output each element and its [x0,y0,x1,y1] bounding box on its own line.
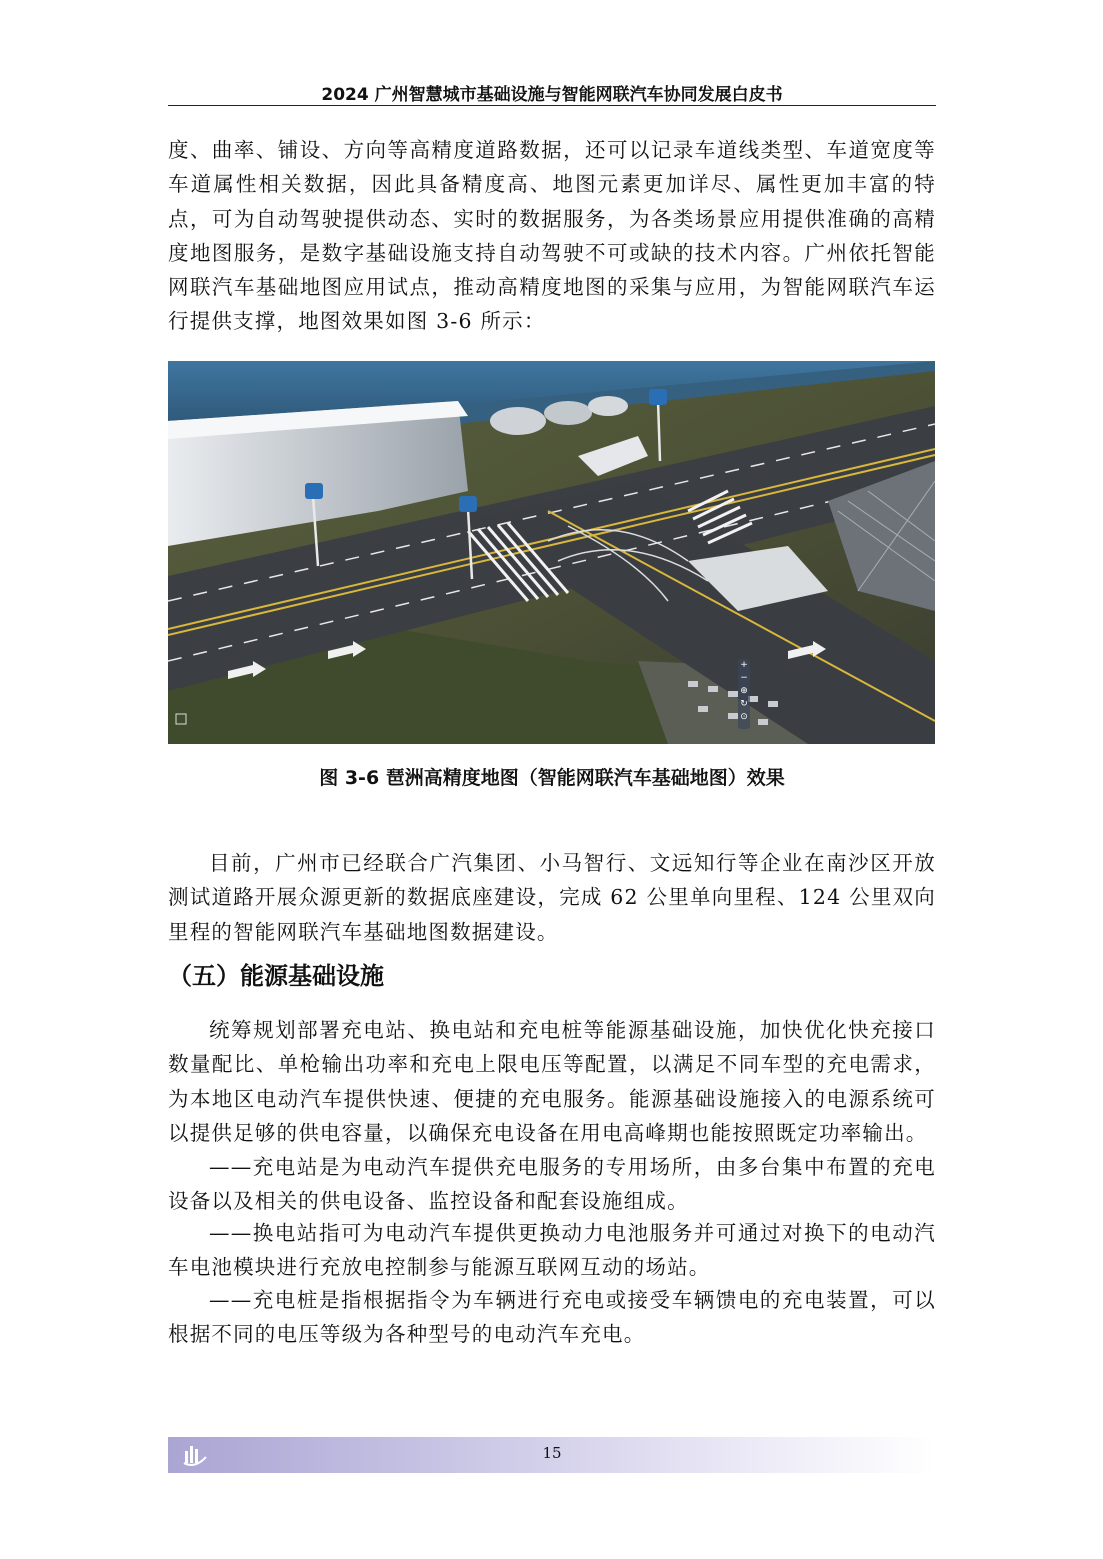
hd-map-image [168,361,935,744]
page-number: 15 [542,1444,562,1462]
section-heading: （五）能源基础设施 [168,962,384,990]
paragraph-progress: 目前，广州市已经联合广汽集团、小马智行、文远知行等企业在南沙区开放测试道路开展众源更新的数据底座建设，完成 62 公里单向里程、124 公里双向里程的智能网联汽车基础地图数据建设。 [168,851,936,944]
header-divider [168,105,936,106]
figure-caption: 图 3-6 琶洲高精度地图（智能网联汽车基础地图）效果 [319,767,785,789]
zoom-in-button[interactable]: + [740,660,748,670]
running-header-title: 2024 广州智慧城市基础设施与智能网联汽车协同发展白皮书 [321,85,783,105]
paragraph-intro: 度、曲率、铺设、方向等高精度道路数据，还可以记录车道线类型、车道宽度等车道属性相关数据，因此具备精度高、地图元素更加详尽、属性更加丰富的特点，可为自动驾驶提供动态、实时的数据服务，为各类场景应用提供准确的高精度地图服务，是数字基础设施支持自动驾驶不可或缺的技术内容。广州依托智能网联汽车基础地图应用试点，推动高精度地图的采集与应用，为智能网联汽车运行提供支撑，地图效果如图 3-6 所示： [168,138,936,334]
footer-band [168,1437,936,1473]
dome-1 [490,407,546,435]
pan-button[interactable]: ⊕ [740,686,748,696]
dome-2 [544,401,592,425]
list-item-charging-station: ——充电站是为电动汽车提供充电服务的专用场所，由多台集中布置的充电设备以及相关的供电设备、监控设备和配套设施组成。 [168,1155,936,1214]
map-zoom-controls[interactable] [738,659,750,729]
zoom-out-button[interactable]: − [740,673,748,683]
hd-map-figure [168,361,935,744]
rotate-button[interactable]: ↻ [740,699,748,709]
reset-button[interactable]: ⊙ [740,712,748,722]
dome-3 [588,396,628,416]
list-item-charging-pile: ——充电桩是指根据指令为车辆进行充电或接受车辆馈电的充电装置，可以根据不同的电压等级为各种型号的电动汽车充电。 [168,1288,936,1347]
paragraph-energy: 统筹规划部署充电站、换电站和充电桩等能源基础设施，加快优化快充接口数量配比、单枪输出功率和充电上限电压等配置，以满足不同车型的充电需求，为本地区电动汽车提供快速、便捷的充电服务。能源基础设施接入的电源系统可以提供足够的供电容量，以确保充电设备在用电高峰期也能按照既定功率输出。 [168,1018,936,1145]
list-item-swap-station: ——换电站指可为电动汽车提供更换动力电池服务并可通过对换下的电动汽车电池模块进行充放电控制参与能源互联网互动的场站。 [168,1221,936,1280]
